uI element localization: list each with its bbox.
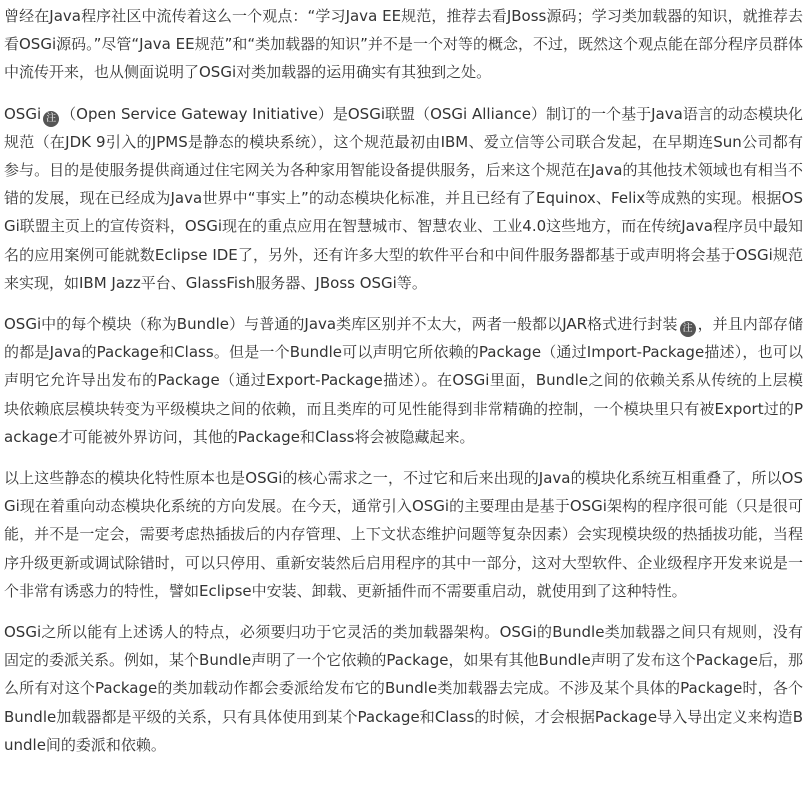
paragraph-bundle [4,310,803,451]
paragraph-bundle-text-start: OSGi中的每个模块（称为Bundle）与普通的Java类库区别并不太大，两者一般都以JAR格式进行封装 [4,315,678,334]
paragraph-osgi-definition-text-start: OSGi [4,104,42,123]
paragraph-classloader [4,618,803,759]
paragraph-intro [4,0,803,87]
paragraph-bundle-text-rest: ，并且内部存储的都是Java的Package和Class。但是一个Bundle可以声明它所依赖的Package（通过Import-Package描述），也可以声明它允许导出发布的Package（通过Export-Package描述）。在OSGi里面，Bundle之间的依赖关系从传统的上层模块依赖底层模块转变为平级模块之间的依赖，而且类库的可见性能得到非常精确的控制，一个模块里只有被Export过的Package才可能被外界访问，其他的Package和Class将会被隐藏起来。 [4,315,803,446]
paragraph-dynamic-modules [4,464,803,605]
footnote-icon[interactable]: 注 [43,111,59,127]
paragraph-classloader-text: OSGi之所以能有上述诱人的特点，必须要归功于它灵活的类加载器架构。OSGi的Bundle类加载器之间只有规则，没有固定的委派关系。例如，某个Bundle声明了一个它依赖的Package，如果有其他Bundle声明了发布这个Package后，那么所有对这个Package的类加载动作都会委派给发布它的Bundle类加载器去完成。不涉及某个具体的Package时，各个Bundle加载器都是平级的关系，只有具体使用到某个Package和Class的时候，才会根据Package导入导出定义来构造Bundle间的委派和依赖。 [4,623,803,754]
paragraph-osgi-definition-text-rest: （Open Service Gateway Initiative）是OSGi联盟（OSGi Alliance）制订的一个基于Java语言的动态模块化规范（在JDK 9引入的JPMS是静态的模块系统），这个规范最初由IBM、爱立信等公司联合发起，在早期连Sun公司都有参与。目的是使服务提供商通过住宅网关为各种家用智能设备提供服务，后来这个规范在Java的其他技术领域也有相当不错的发展，现在已经成为Java世界中“事实上”的动态模块化标准，并且已经有了Equinox、Felix等成熟的实现。根据OSGi联盟主页上的宣传资料，OSGi现在的重点应用在智慧城市、智慧农业、工业4.0这些地方，而在传统Java程序员中最知名的应用案例可能就数Eclipse IDE了，另外，还有许多大型的软件平台和中间件服务器都基于或声明将会基于OSGi规范来实现，如IBM Jazz平台、GlassFish服务器、JBoss OSGi等。 [4,104,803,292]
paragraph-intro-text: 曾经在Java程序社区中流传着这么一个观点：“学习Java EE规范，推荐去看JBoss源码；学习类加载器的知识，就推荐去看OSGi源码。”尽管“Java EE规范”和“类加载器的知识”并不是一个对等的概念，不过，既然这个观点能在部分程序员群体中流传开来，也从侧面说明了OSGi对类加载器的运用确实有其独到之处。 [4,7,803,82]
paragraph-osgi-definition [4,100,803,297]
paragraph-dynamic-modules-text: 以上这些静态的模块化特性原本也是OSGi的核心需求之一，不过它和后来出现的Java的模块化系统互相重叠了，所以OSGi现在着重向动态模块化系统的方向发展。在今天，通常引入OSGi的主要理由是基于OSGi架构的程序很可能（只是很可能，并不是一定会，需要考虑热插拔后的内存管理、上下文状态维护问题等复杂因素）会实现模块级的热插拔功能，当程序升级更新或调试除错时，可以只停用、重新安装然后启用程序的其中一部分，这对大型软件、企业级程序开发来说是一个非常有诱惑力的特性，譬如Eclipse中安装、卸载、更新插件而不需要重启动，就使用到了这种特性。 [4,469,803,600]
footnote-icon[interactable]: 注 [680,321,696,337]
